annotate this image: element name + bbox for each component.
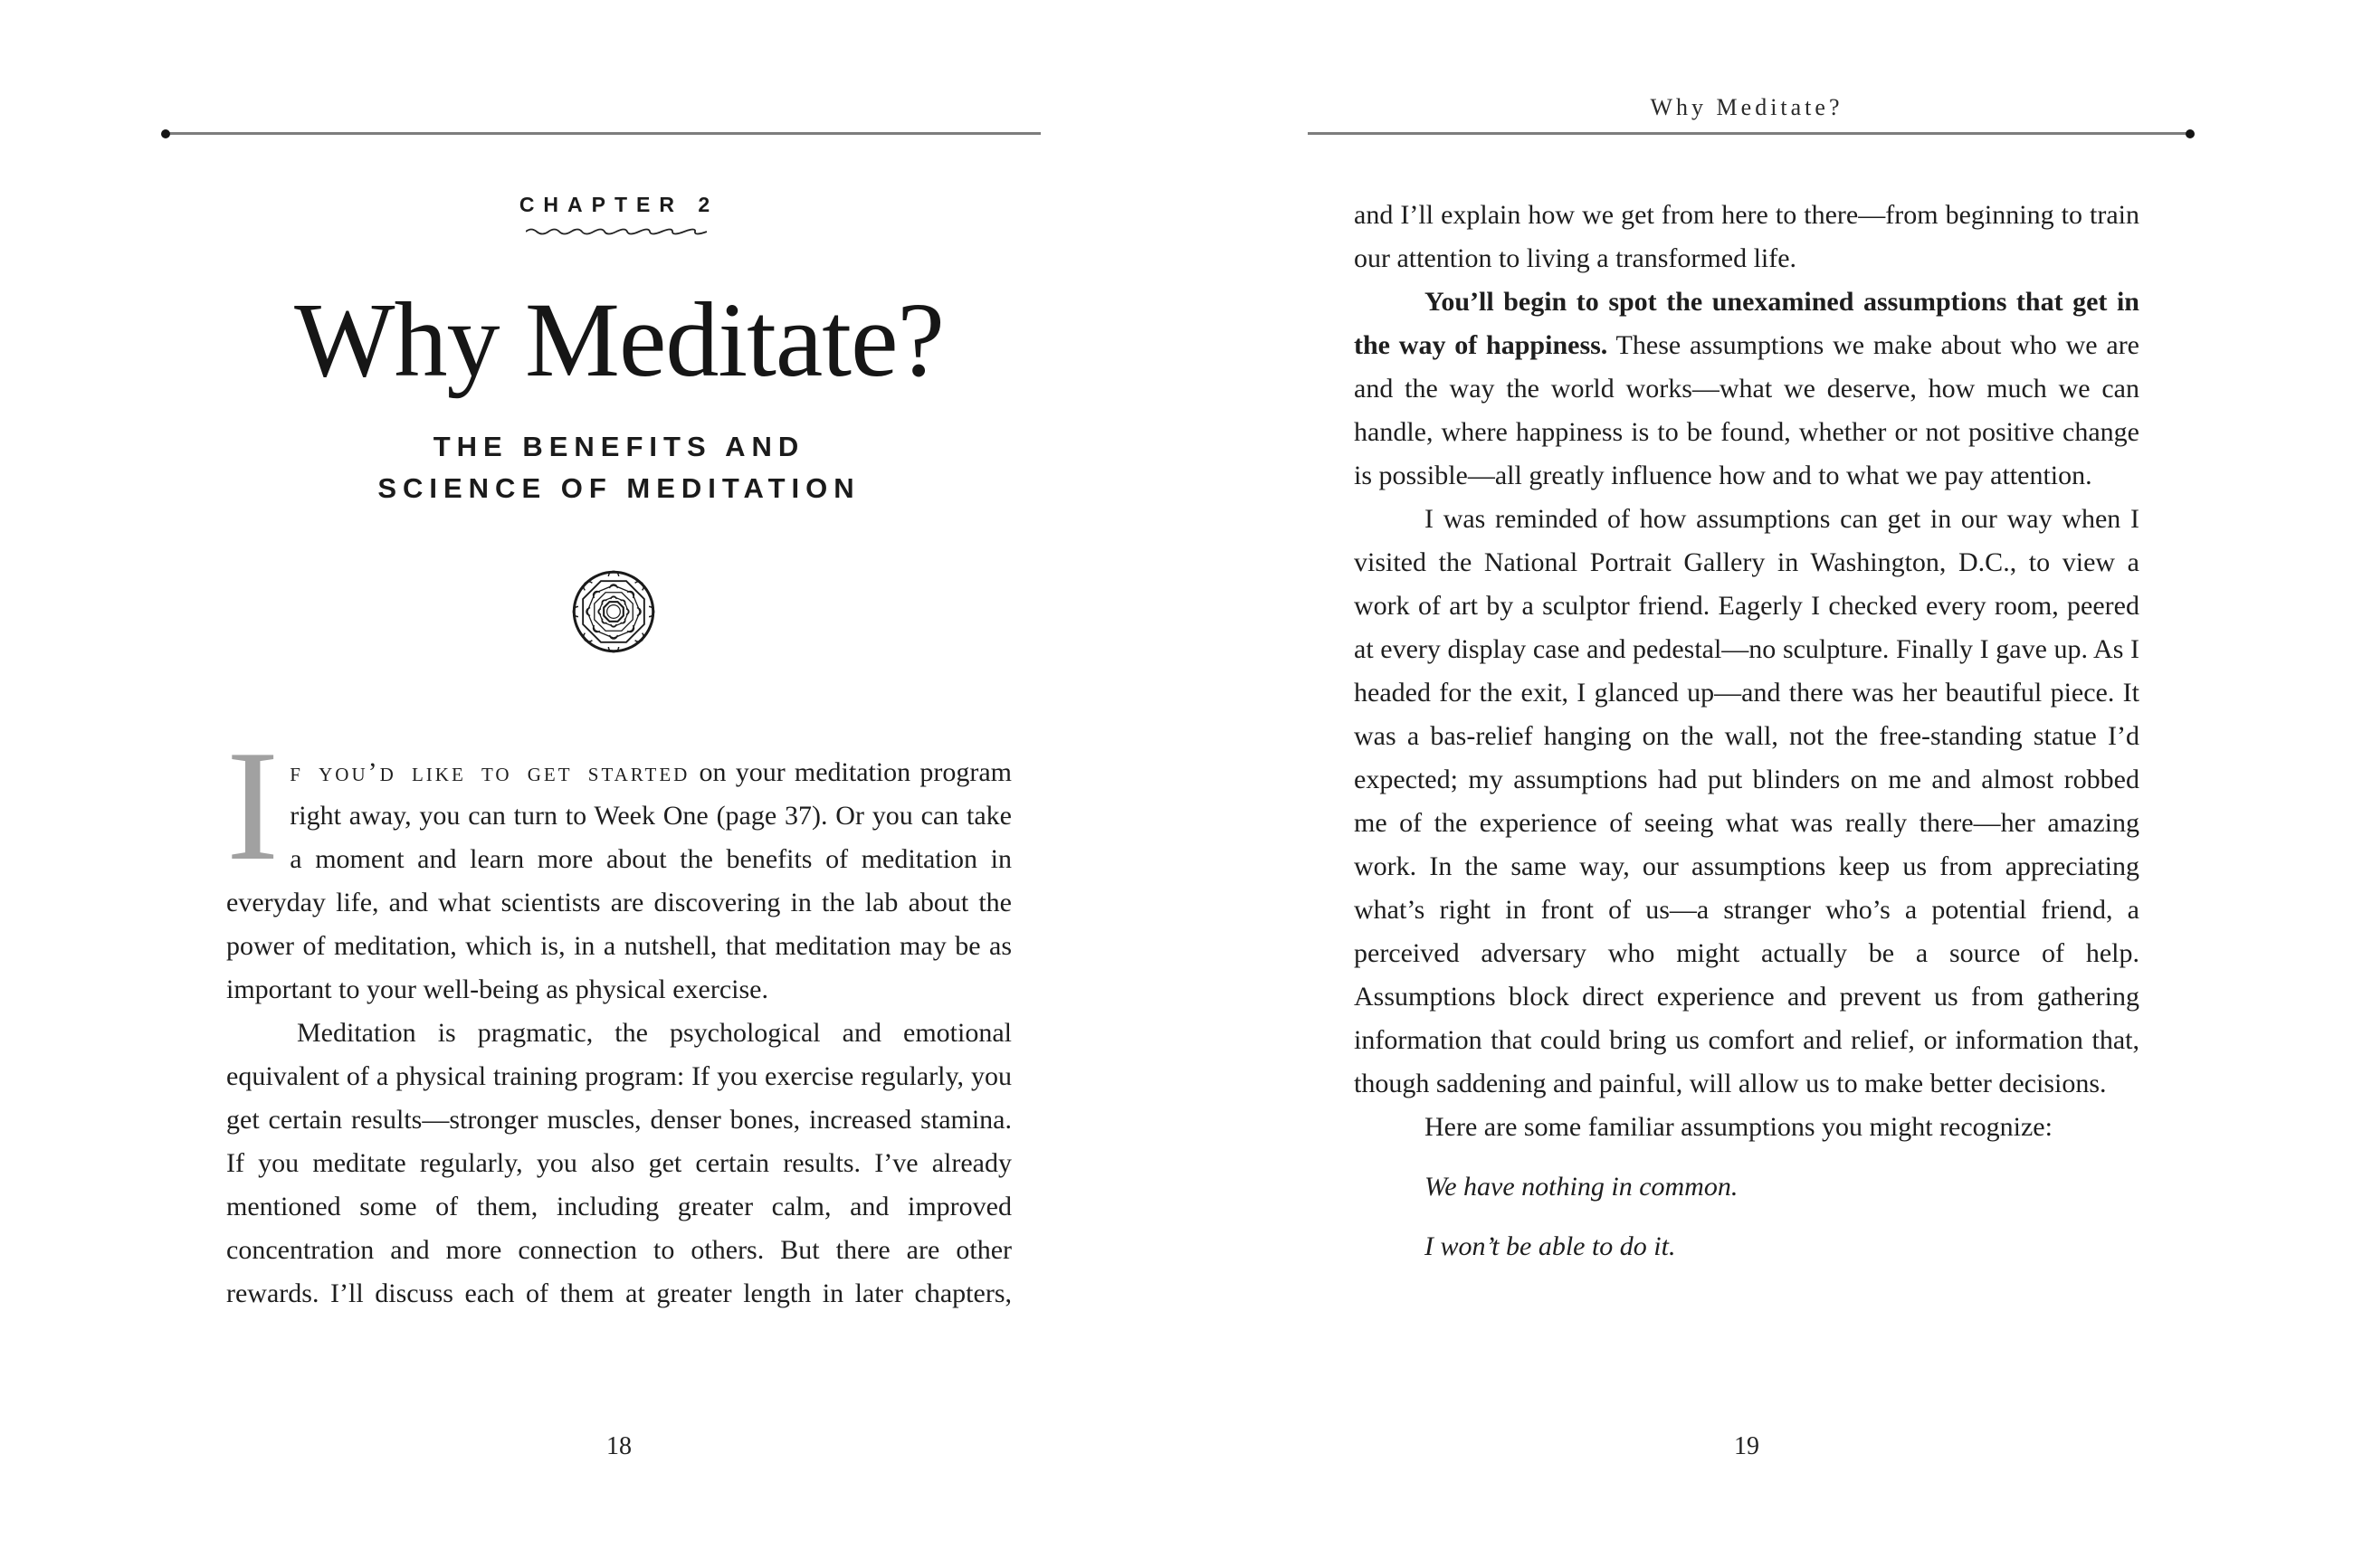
text-segment: f you’d like to get started — [290, 757, 691, 787]
text-segment: on your meditation program right away, you can turn to Week One (page 37). Or you can take a moment and learn more about the benefits of meditation in everyday life, and what scientists are discovering in the lab about the power of meditation, which is, in a nutshell, that meditation may be as important to your well-being as physical exercise. — [226, 757, 1012, 1004]
squiggle-ornament-icon — [526, 226, 707, 237]
chapter-label: CHAPTER 2 — [519, 193, 719, 216]
text-segment: You’ll begin to spot the unexamined assumptions that get in the way of happiness. — [1354, 287, 2139, 360]
text-segment: I was reminded of how assumptions can get in our way when I visited the National Portrait Gallery in Washington, D.C., to view a work of art by a sculptor friend. Eagerly I checked every room, peered at every display case and pedestal—no sculpture. Finally I gave up. As I headed for the exit, I glanced up—and there was her beautiful piece. It was a bas-relief hanging on the wall, not the free-standing statue I’d expected; my assumptions had put blinders on me and almost robbed me of the experience of seeing what was really there—her amazing work. In the same way, our assumptions keep us from appreciating what’s right in front of us—a stranger who’s a potential friend, a perceived adversary who might actually be a source of help. Assumptions block direct experience and prevent us from gathering information that could bring us comfort and relief, or information that, though saddening and painful, will allow us to make better decisions. — [1354, 504, 2139, 1098]
header-rule-left — [167, 132, 1041, 135]
header-rule-right — [1308, 132, 2190, 135]
rule-dot-right — [2186, 129, 2195, 138]
body-text-right — [1354, 194, 2139, 1269]
paragraph — [226, 717, 1012, 1012]
body-text-left — [226, 717, 1012, 1316]
subtitle-line-2: SCIENCE OF MEDITATION — [377, 472, 861, 504]
text-segment: Meditation is pragmatic, the psychological and emotional equivalent of a physical training program: If you exercise regularly, you get certain results—stronger muscles, denser bones, increased stamina. If you meditate regularly, you also get certain results. I’ve already mentioned some of them, including greater calm, and improved concentration and more connection to others. But there are other rewards. I’ll discuss each of them at greater length in later chapters, — [226, 1018, 1012, 1308]
text-segment: I won’t be able to do it. — [1424, 1231, 1676, 1261]
paragraph — [1354, 1225, 2139, 1269]
paragraph — [1354, 194, 2139, 280]
rule-dot-left — [161, 129, 170, 138]
text-segment: Here are some familiar assumptions you might recognize: — [1424, 1112, 2053, 1142]
paragraph — [1354, 1165, 2139, 1209]
drop-cap: I — [226, 717, 280, 893]
page-subtitle — [226, 426, 1012, 509]
subtitle-line-1: THE BENEFITS AND — [433, 431, 805, 462]
paragraph — [1354, 1106, 2139, 1149]
text-segment: These assumptions we make about who we are and the way the world works—what we deserve, how much we can handle, where happiness is to be found, whether or not positive change is possible—all greatly influence how and to what we pay attention. — [1354, 330, 2140, 490]
page-number-left: 18 — [606, 1432, 632, 1460]
paragraph — [1354, 280, 2139, 498]
running-header: Why Meditate? — [1650, 94, 1843, 120]
text-segment: and I’ll explain how we get from here to there—from beginning to train our attention to living a transformed life. — [1354, 200, 2139, 273]
page-title: Why Meditate? — [294, 280, 944, 399]
page-number-right: 19 — [1734, 1432, 1759, 1460]
text-segment: We have nothing in common. — [1424, 1172, 1739, 1202]
paragraph — [1354, 498, 2139, 1106]
medallion-ornament-icon — [571, 569, 656, 654]
paragraph — [226, 1012, 1012, 1316]
